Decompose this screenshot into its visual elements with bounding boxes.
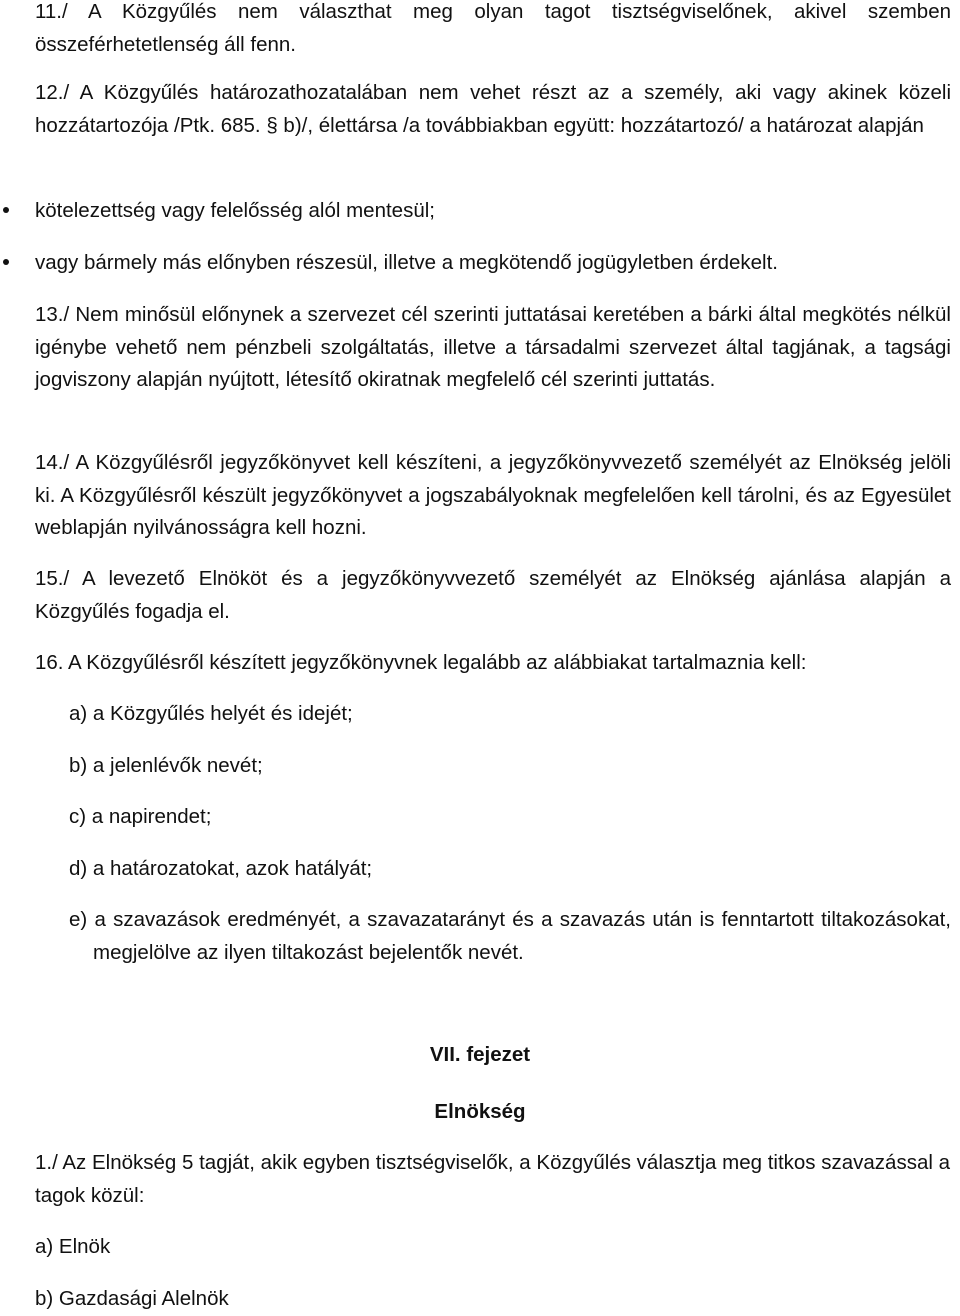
bullet-item xyxy=(0,247,951,280)
bullet-dot-icon xyxy=(3,207,9,213)
section-title: Elnökség xyxy=(434,1100,526,1123)
paragraph-11: 11./ A Közgyűlés nem választhat meg olyan tagot tisztségviselőnek, akivel szemben összeférhetetlenség áll fenn. xyxy=(35,0,951,56)
list-item-c: c) a napirendet; xyxy=(69,805,212,828)
bullet-text: vagy bármely más előnyben részesül, illetve a megkötendő jogügyletben érdekelt. xyxy=(35,251,778,274)
bullet-dot-icon xyxy=(3,259,9,265)
role-item: a) Elnök xyxy=(35,1235,111,1258)
paragraph-12: 12./ A Közgyűlés határozathozatalában nem vehet részt az a személy, aki vagy akinek közeli hozzátartozója /Ptk. 685. § b)/, élettársa /a továbbiakban együtt: hozzátartozó/ a határozat alapján xyxy=(35,81,951,137)
paragraph-15: 15./ A levezető Elnököt és a jegyzőkönyvvezető személyét az Elnökség ajánlása alapján a Közgyűlés fogadja el. xyxy=(35,567,951,623)
list-item-e: e) a szavazások eredményét, a szavazatarányt és a szavazás után is fenntartott tiltakozásokat, megjelölve az ilyen tiltakozást bejelentők nevét. xyxy=(69,908,951,964)
chapter-title: VII. fejezet xyxy=(429,1043,531,1066)
list-item-a: a) a Közgyűlés helyét és idejét; xyxy=(69,702,353,725)
list-item-b: b) a jelenlévők nevét; xyxy=(69,754,263,777)
list-item-d: d) a határozatokat, azok hatályát; xyxy=(69,857,373,880)
bullet-text: kötelezettség vagy felelősség alól mentesül; xyxy=(35,199,435,222)
paragraph-16: 16. A Közgyűlésről készített jegyzőkönyvnek legalább az alábbiakat tartalmaznia kell: xyxy=(35,651,807,674)
paragraph-14: 14./ A Közgyűlésről jegyzőkönyvet kell készíteni, a jegyzőkönyvvezető személyét az Elnökség jelöli ki. A Közgyűlésről készült jegyzőkönyvet a jogszabályoknak megfelelően kell tárolni, és az Egyesület weblapján nyilvánosságra kell hozni. xyxy=(35,451,951,539)
paragraph-13: 13./ Nem minősül előnynek a szervezet cél szerinti juttatásai keretében a bárki által megkötés nélkül igénybe vehető nem pénzbeli szolgáltatás, illetve a társadalmi szervezet által tagjának, a tagsági jogviszony alapján nyújtott, létesítő okiratnak megfelelő cél szerinti juttatás. xyxy=(35,303,951,391)
paragraph-elnokseg-1: 1./ Az Elnökség 5 tagját, akik egyben tisztségviselők, a Közgyűlés választja meg titkos szavazással a tagok közül: xyxy=(35,1151,950,1207)
role-item: b) Gazdasági Alelnök xyxy=(35,1287,229,1310)
bullet-item xyxy=(0,195,951,228)
